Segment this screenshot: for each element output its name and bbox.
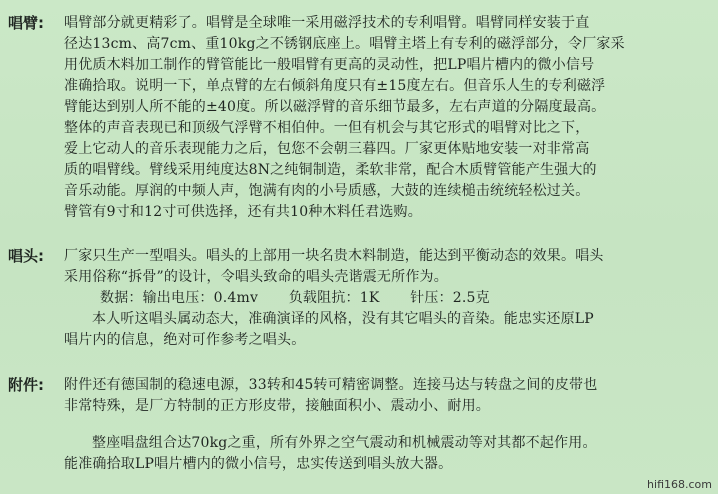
paragraph-line: 用优质木料加工制作的臂管能比一般唱臂有更高的灵动性，把LP唱片槽内的微小信号 (64, 57, 595, 73)
section-label-accessories: 附件: (8, 376, 44, 394)
section-body-cartridge (64, 246, 712, 351)
paragraph-line: 臂能达到别人所不能的±40度。所以磁浮臂的音乐细节最多，左右声道的分隔度最高。 (64, 99, 606, 115)
section-label-tonearm: 唱臂: (8, 14, 44, 32)
section-label-cartridge: 唱头: (8, 247, 44, 265)
paragraph-line: 采用俗称“拆骨”的设计，令唱头致命的唱头壳谐震无所作为。 (64, 269, 448, 285)
paragraph-line: 径达13cm、高7cm、重10kg之不锈钢底座上。唱臂主塔上有专利的磁浮部分，令厂家采 (64, 36, 625, 52)
paragraph-line: 本人听这唱头属动态大，准确演译的风格，没有其它唱头的音染。能忠实还原LP (92, 311, 594, 327)
closing-body (64, 433, 712, 475)
paragraph-line: 整座唱盘组合达70kg之重，所有外界之空气震动和机械震动等对其都不起作用。 (92, 435, 597, 451)
paragraph-line: 非常特殊，是厂方特制的正方形皮带，接触面积小、震动小、耐用。 (64, 398, 490, 414)
paragraph-line: 唱片内的信息，绝对可作参考之唱头。 (64, 332, 306, 348)
paragraph-line: 音乐动能。厚润的中频人声，饱满有肉的小号质感，大鼓的连续槌击统统轻松过关。 (64, 183, 590, 199)
paragraph-line: 臂管有9寸和12寸可供选择，还有共10种木料任君选购。 (64, 204, 422, 220)
paragraph-line: 附件还有德国制的稳速电源，33转和45转可精密调整。连接马达与转盘之间的皮带也 (64, 377, 598, 393)
paragraph-line: 整体的声音表现已和顶级气浮臂不相伯仲。一但有机会与其它形式的唱臂对比之下， (64, 120, 590, 136)
paragraph-line: 厂家只生产一型唱头。唱头的上部用一块名贵木料制造，能达到平衡动态的效果。唱头 (64, 248, 604, 264)
paragraph-line: 爱上它动人的音乐表现能力之后，包您不会朝三暮四。厂家更体贴地安装一对非常高 (64, 141, 590, 157)
paragraph-line: 准确拾取。说明一下，单点臂的左右倾斜角度只有±15度左右。但音乐人生的专利磁浮 (64, 78, 606, 94)
spec-output-voltage: 数据：输出电压：0.4mv (100, 290, 259, 306)
paragraph-line: 能准确拾取LP唱片槽内的微小信号，忠实传送到唱头放大器。 (64, 456, 453, 472)
spec-load-impedance: 负载阻抗：1K (288, 290, 380, 306)
paragraph-line: 质的唱臂线。臂线采用纯度达8N之纯铜制造，柔软非常，配合木质臂管能产生强大的 (64, 162, 597, 178)
section-body-tonearm (64, 13, 712, 223)
spec-row (64, 288, 712, 309)
watermark: hifi168.com (647, 478, 712, 491)
paragraph-line: 唱臂部分就更精彩了。唱臂是全球唯一采用磁浮技术的专利唱臂。唱臂同样安装于直 (64, 15, 590, 31)
section-body-accessories (64, 375, 712, 417)
spec-tracking-force: 针压：2.5克 (410, 290, 490, 306)
